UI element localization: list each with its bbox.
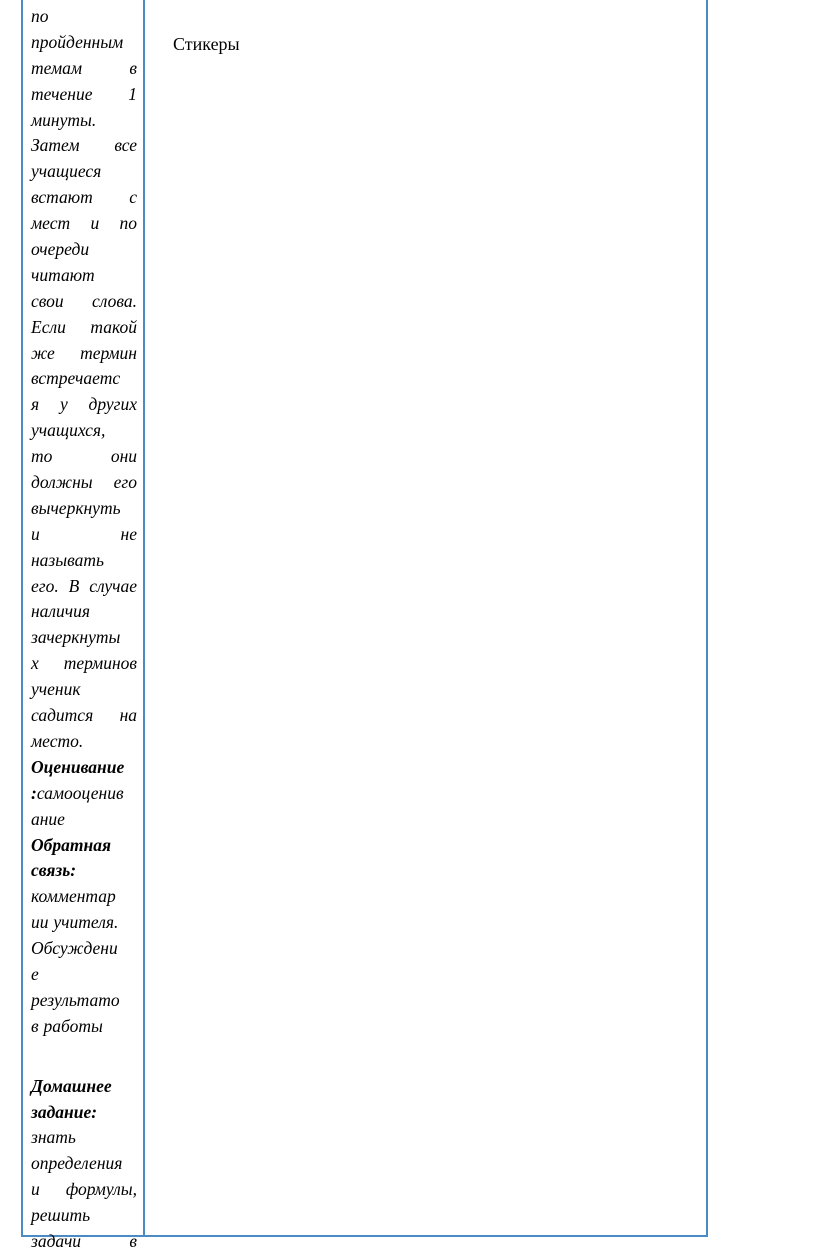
text-line xyxy=(31,1203,137,1229)
text-line xyxy=(31,159,137,185)
word: связь: xyxy=(31,860,77,881)
word: и xyxy=(31,523,40,544)
word: наличия xyxy=(31,601,91,622)
word: комментар xyxy=(31,886,116,907)
word: я xyxy=(31,394,40,415)
text-line xyxy=(31,1151,137,1177)
word: Если xyxy=(31,316,66,337)
text-line xyxy=(31,133,137,159)
word: его xyxy=(113,472,137,493)
text-line xyxy=(31,289,137,315)
word: Обсуждени xyxy=(31,938,118,959)
activity-description-cell xyxy=(31,4,137,1255)
text-line xyxy=(31,677,137,703)
word: : xyxy=(31,782,37,803)
word: место. xyxy=(31,730,84,751)
text-line xyxy=(31,548,137,574)
word: учащихся, xyxy=(31,420,106,441)
word: в xyxy=(129,1230,137,1251)
word-group xyxy=(31,781,124,807)
word: знать xyxy=(31,1127,76,1148)
word: и xyxy=(90,213,100,234)
word: ии xyxy=(31,912,49,933)
text-line xyxy=(31,936,137,962)
text-line xyxy=(31,392,137,418)
text-line xyxy=(31,366,137,392)
text-line xyxy=(31,1125,137,1151)
text-line xyxy=(31,833,137,859)
text-line xyxy=(31,4,137,30)
word: то xyxy=(31,446,53,467)
text-line xyxy=(31,1074,137,1100)
word: называть xyxy=(31,549,104,570)
text-line xyxy=(31,703,137,729)
text-line xyxy=(31,108,137,134)
text-line xyxy=(31,418,137,444)
word: формулы, xyxy=(65,1179,137,1200)
text-line xyxy=(31,884,137,910)
text-line xyxy=(31,781,137,807)
word: не xyxy=(120,523,137,544)
word: терминов xyxy=(63,653,137,674)
word: и xyxy=(31,1179,40,1200)
lesson-table xyxy=(21,0,708,1251)
text-line xyxy=(31,237,137,263)
column-divider xyxy=(143,0,145,1235)
word: случае xyxy=(89,575,137,596)
word: В xyxy=(68,575,80,596)
text-line xyxy=(31,1229,137,1255)
word: слова. xyxy=(92,290,137,311)
word: задачи xyxy=(31,1230,82,1251)
word: зачеркнуты xyxy=(31,627,121,648)
word: самооценив xyxy=(36,782,124,803)
word: вычеркнуть xyxy=(31,497,121,518)
word: ание xyxy=(31,808,65,829)
text-line xyxy=(31,574,137,600)
text-line xyxy=(31,56,137,82)
text-line xyxy=(31,470,137,496)
word: должны xyxy=(31,472,93,493)
text-line xyxy=(31,263,137,289)
word: работы xyxy=(43,1015,103,1036)
text-line xyxy=(31,1177,137,1203)
word: Оценивание xyxy=(31,756,125,777)
word: минуты. xyxy=(31,109,97,130)
word: все xyxy=(114,135,137,156)
word: читают xyxy=(31,264,95,285)
text-line xyxy=(31,858,137,884)
word: Обратная xyxy=(31,834,111,855)
word: х xyxy=(31,653,39,674)
text-line xyxy=(31,729,137,755)
text-line xyxy=(31,82,137,108)
text-line xyxy=(31,910,137,936)
text-line xyxy=(31,625,137,651)
word: 1 xyxy=(128,83,137,104)
word: определения xyxy=(31,1153,123,1174)
text-line xyxy=(31,962,137,988)
word: его. xyxy=(31,575,59,596)
word: садится xyxy=(31,705,94,726)
word: ученик xyxy=(31,679,81,700)
paragraph-gap xyxy=(31,1040,137,1074)
word: мест xyxy=(31,213,71,234)
word: в xyxy=(129,57,137,78)
word: они xyxy=(110,446,137,467)
text-line xyxy=(31,599,137,625)
text-line xyxy=(31,651,137,677)
word: по xyxy=(119,213,137,234)
text-line xyxy=(31,211,137,237)
word: встречаетс xyxy=(31,368,121,389)
text-line xyxy=(31,1014,137,1040)
text-line xyxy=(31,807,137,833)
word: темам xyxy=(31,57,83,78)
word: свои xyxy=(31,290,64,311)
word: других xyxy=(88,394,137,415)
text-line xyxy=(31,315,137,341)
word: результато xyxy=(31,989,120,1010)
text-line xyxy=(31,522,137,548)
word: течение xyxy=(31,83,93,104)
word: очереди xyxy=(31,239,90,260)
word: е xyxy=(31,963,39,984)
word: учителя. xyxy=(53,912,119,933)
text-line xyxy=(31,185,137,211)
word: учащиеся xyxy=(31,161,102,182)
word: Домашнее xyxy=(31,1075,112,1096)
word: в xyxy=(31,1015,39,1036)
resources-cell-text: Стикеры xyxy=(173,34,240,54)
word: задание: xyxy=(31,1101,98,1122)
word: встают xyxy=(31,187,93,208)
text-line xyxy=(31,496,137,522)
word: же xyxy=(31,342,55,363)
text-line xyxy=(31,755,137,781)
text-line xyxy=(31,444,137,470)
text-line xyxy=(31,341,137,367)
text-line xyxy=(31,988,137,1014)
word: на xyxy=(119,705,137,726)
word: такой xyxy=(90,316,137,337)
word: Затем xyxy=(31,135,80,156)
word: по xyxy=(31,6,49,26)
word: термин xyxy=(80,342,137,363)
word: решить xyxy=(31,1205,91,1226)
text-line xyxy=(31,1100,137,1126)
word: пройденным xyxy=(31,31,124,52)
word: с xyxy=(129,187,137,208)
word: у xyxy=(59,394,68,415)
text-line xyxy=(31,30,137,56)
